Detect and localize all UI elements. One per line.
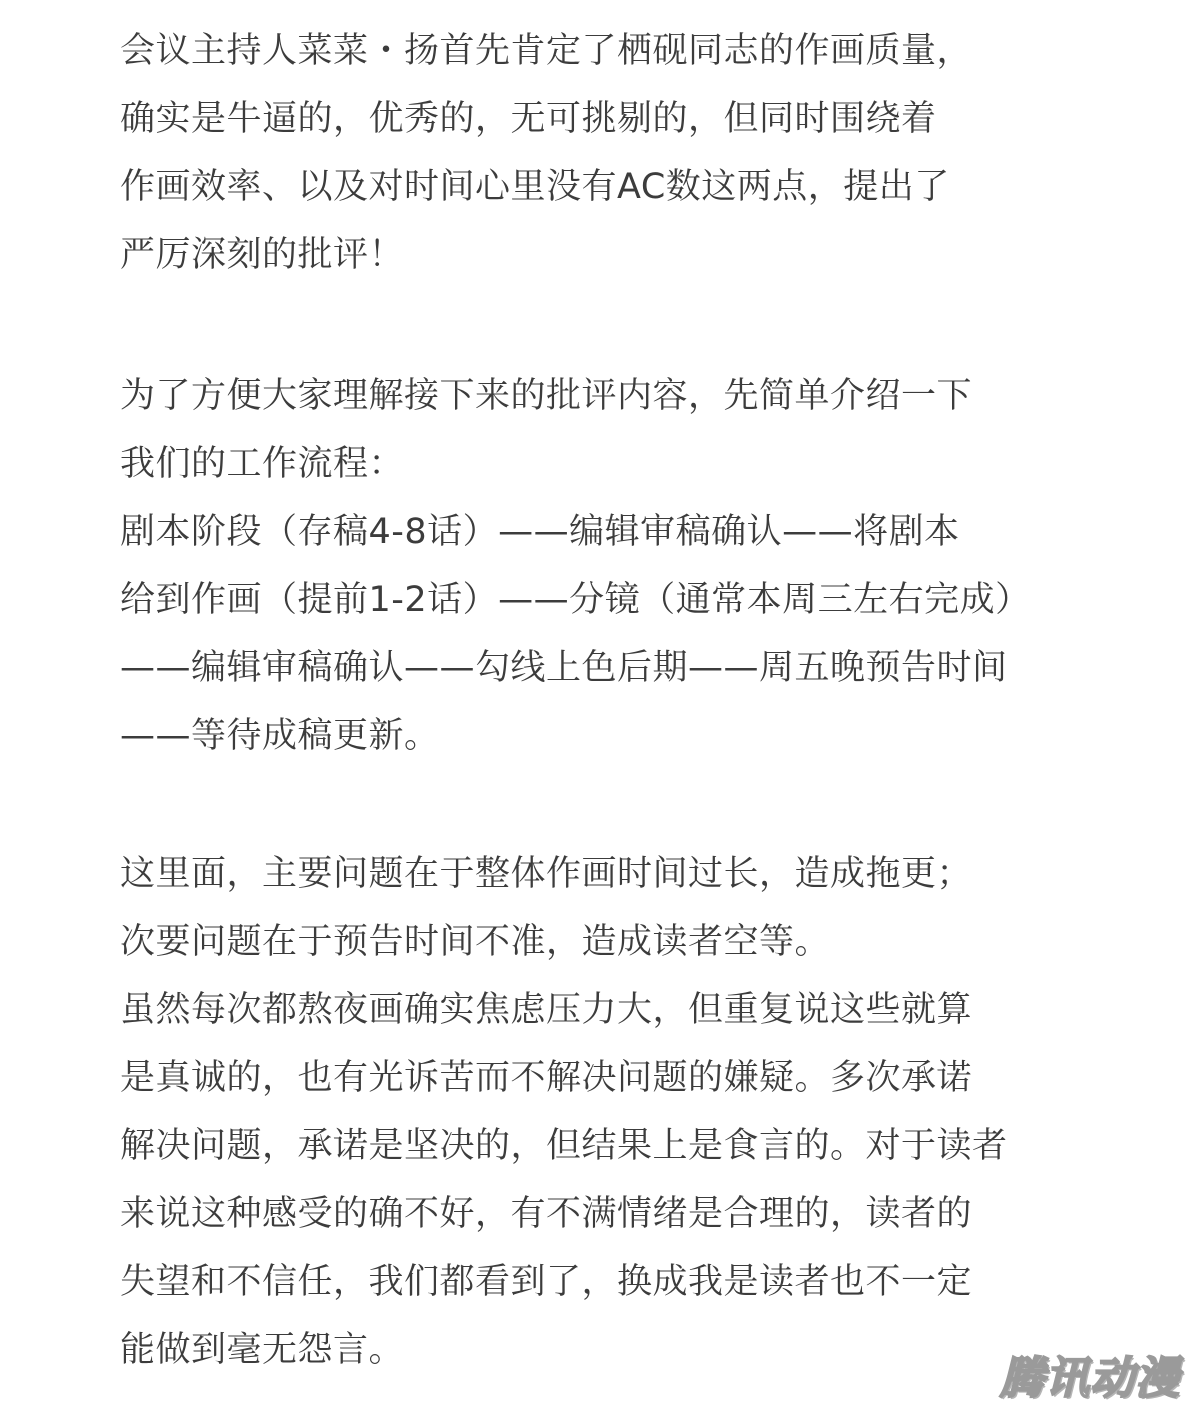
text-line: 次要问题在于预告时间不准，造成读者空等。: [120, 922, 831, 962]
text-line: 严厉深刻的批评！: [120, 235, 405, 275]
text-line: ——编辑审稿确认——勾线上色后期——周五晚预告时间: [120, 648, 1008, 688]
text-line: 会议主持人菜菜・扬首先肯定了栖砚同志的作画质量，: [120, 31, 973, 71]
text-line: 为了方便大家理解接下来的批评内容，先简单介绍一下: [120, 376, 973, 416]
text-line: 确实是牛逼的，优秀的，无可挑剔的，但同时围绕着: [120, 99, 937, 139]
text-line: 剧本阶段（存稿4-8话）——编辑审稿确认——将剧本: [120, 512, 960, 552]
text-line: 虽然每次都熬夜画确实焦虑压力大，但重复说这些就算: [120, 990, 973, 1030]
watermark-text: 腾讯动漫: [1000, 1353, 1180, 1404]
watermark-logo: [990, 1345, 1180, 1407]
text-line: 作画效率、以及对时间心里没有AC数这两点，提出了: [120, 167, 950, 207]
paragraph-problems: [120, 840, 1120, 1384]
text-line: 来说这种感受的确不好，有不满情绪是合理的，读者的: [120, 1194, 973, 1234]
text-line: 能做到毫无怨言。: [120, 1330, 405, 1370]
paragraph-criticism-intro: [120, 17, 1120, 289]
text-line: 给到作画（提前1-2话）——分镜（通常本周三左右完成）: [120, 580, 1031, 620]
text-line: 失望和不信任，我们都看到了，换成我是读者也不一定: [120, 1262, 973, 1302]
text-line: 是真诚的，也有光诉苦而不解决问题的嫌疑。多次承诺: [120, 1058, 973, 1098]
text-line: 这里面，主要问题在于整体作画时间过长，造成拖更；: [120, 854, 973, 894]
text-line: 我们的工作流程：: [120, 444, 405, 484]
text-line: ——等待成稿更新。: [120, 716, 440, 756]
text-line: 解决问题，承诺是坚决的，但结果上是食言的。对于读者: [120, 1126, 1008, 1166]
paragraph-workflow: [120, 362, 1120, 770]
